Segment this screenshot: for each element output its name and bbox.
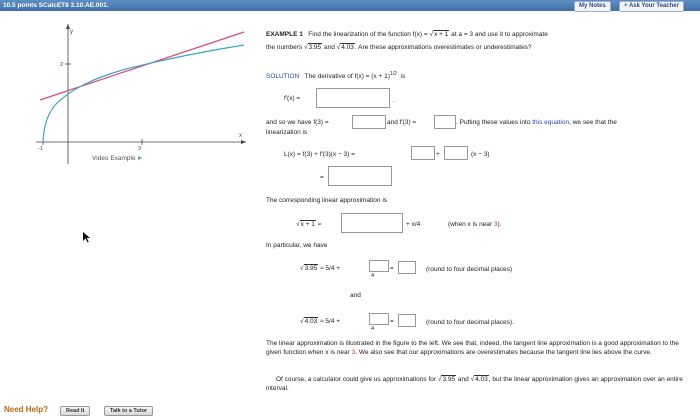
linearization-is-text: linearization is [266,129,308,136]
need-help-label: Need Help? [4,405,49,414]
approx-403-result-box[interactable] [398,314,416,327]
eq-a: = [390,265,394,272]
fprime3-answer-box[interactable] [434,115,456,129]
derivative-text: The derivative of f(x) = (x + 1) [304,73,390,81]
round-note-2: (round to four decimal places). [426,319,514,326]
round-note-1: (round to four decimal places) [426,266,512,273]
fprime-answer-box[interactable] [316,88,390,108]
x-axis-arrow [241,140,246,144]
approx-radicand: x + 1 [300,221,315,228]
tangent-line [40,32,244,100]
plus-x-over-4: + x/4 [406,221,421,228]
linearization-graph [36,24,246,164]
lx-formula: L(x) = f(3) + f′(3)(x − 3) = [284,151,355,158]
particular-text: In particular, we have [266,242,328,249]
have-text-b: and f′(3) = [387,119,417,126]
this-equation-link[interactable]: this equation [532,119,570,126]
example-text-3: the numbers [266,44,303,51]
closing-paragraph-1 [266,339,691,357]
closing-p2-r1: 3.95 [442,376,456,383]
x-minus-3: (x − 3) [471,151,490,158]
function-def: f(x) = √ [412,31,434,38]
ask-teacher-label: Ask Your Teacher [628,3,679,9]
closing-paragraph-2: Of course, a calculator could give us approximations for √3.95 and √4.03, but the linear approximation gives an approximation over an entire interval. [266,376,683,392]
near-text [448,220,502,229]
closing-p2-and: and [457,376,469,383]
question-title: 10.5 points SCalcET8 3.10.AE.001. [3,2,109,9]
equals-sign: = [320,174,324,181]
is-text: is [400,73,406,81]
approx-403-radicand: 4.03 [304,318,318,325]
closing-p1-b: . We also see that our approximations are overestimates because the tangent line lies above the curve. [355,349,652,356]
example-text-4: . Are these approximations overestimates or underestimates? [354,44,532,51]
y-axis-label: y [70,29,73,35]
plus-sign: + [436,151,440,158]
my-notes-button[interactable]: My Notes [574,1,611,12]
approx-395-numerator-box[interactable] [369,260,389,272]
speaker-icon: ► [136,155,144,162]
x-axis-label: x [239,133,242,139]
function-curve [43,45,244,142]
video-example-link[interactable] [92,155,144,162]
approx-395-lhs: √3.95 ≈ 5/4 + [300,265,341,272]
near-end: ). [497,221,502,228]
example-text-2: at a = 3 and use it to approximate [451,31,548,38]
closing-p1-a: The linear approximation is illustrated in the figure to the left. We see that, indeed, the tangent line approximation is a good approximation to the given function when x is near [266,340,679,356]
near-value: 3 [493,221,498,228]
closing-p2-r2: 4.03 [475,376,488,383]
plus-icon: + [624,3,629,9]
x-tick-label-3: 3 [138,146,142,152]
example-line-1 [266,30,548,39]
denominator-4-b: 4 [371,326,375,332]
solution-label: SOLUTION [266,73,300,81]
approx-395-radicand: 3.95 [304,265,318,272]
approx-symbol: ≈ [317,221,322,228]
approx-intro: The corresponding linear approximation is [266,197,388,204]
and-text: and [323,44,335,51]
example-line-2: the numbers √3.95 and √4.03. Are these approximations overestimates or underestimates? [266,44,532,51]
have-text-a: and so we have f(3) = [266,119,329,126]
function-radicand: x + 1 [434,31,449,38]
approx-lhs: √x + 1 ≈ [296,221,322,228]
lx-constant-box[interactable] [411,146,435,160]
approx-395-result-box[interactable] [398,261,416,274]
talk-to-tutor-button[interactable]: Talk to a Tutor [104,406,153,416]
mouse-pointer-icon [83,232,91,243]
have-text-c [456,118,617,127]
and-text-2: and [350,292,361,299]
period-1: . [393,97,395,104]
denominator-4-a: 4 [371,273,375,279]
derivative-exponent: 1/2 [389,71,397,77]
approx-403-numerator-box[interactable] [369,313,389,325]
ask-teacher-button[interactable] [619,1,684,12]
title-bar [0,0,700,11]
example-label: EXAMPLE 1 [266,31,303,38]
closing-p2-a: Of course, a calculator could give us approximations for [276,376,437,383]
near-label: (when x is near [448,221,493,228]
video-example-label: Video Example [92,155,136,162]
frac-5-4-a: 5/4 [325,265,335,272]
frac-5-4-b: 5/4 [325,318,335,325]
have-text-d: , we see that the [569,119,617,126]
fprime-label: f′(x) = [284,95,301,102]
eq-b: = [390,318,394,325]
closing-p1-3: 3 [351,349,356,356]
radical-4-03: 4.03 [341,44,354,51]
example-text-1: Find the linearization of the function [308,31,411,38]
read-it-button[interactable]: Read It [60,406,90,416]
f3-answer-box[interactable] [352,115,386,129]
lx-simplified-box[interactable] [328,166,392,186]
closing-p2-b: , but the linear approximation gives an approximation over an entire interval. [266,376,683,392]
approx-constant-box[interactable] [341,213,403,233]
approx-403-lhs: √4.03 ≈ 5/4 + [300,318,341,325]
radical-3-95: 3.95 [308,44,322,51]
x-tick-label-neg1: -1 [38,146,43,152]
y-tick-label-2: 2 [60,62,64,68]
have-text-c-part: . Putting these values into [456,119,531,126]
lx-slope-box[interactable] [444,146,468,160]
solution-line [266,70,405,81]
